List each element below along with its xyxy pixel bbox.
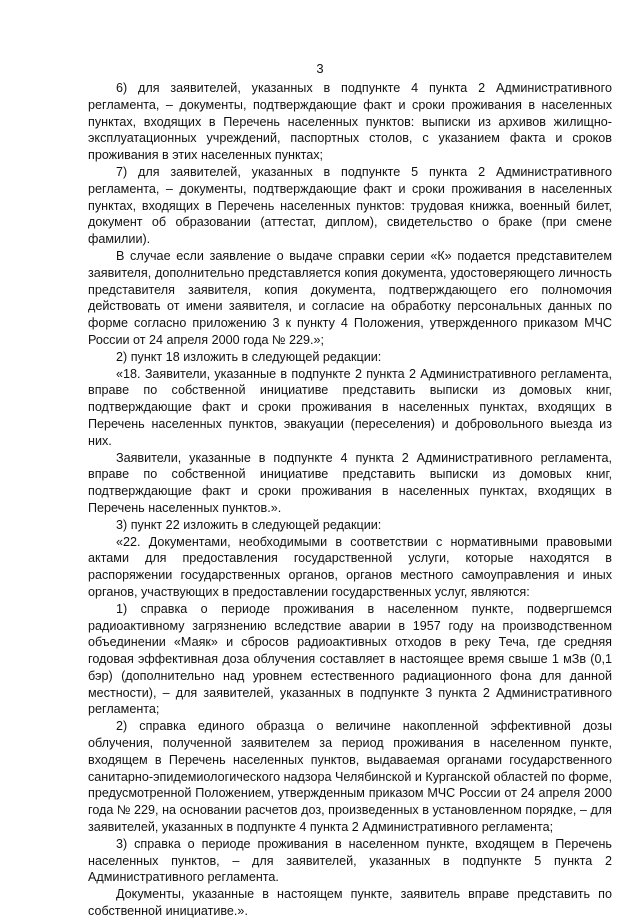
page-number: 3 [316, 61, 324, 76]
paragraph-item-6: 6) для заявителей, указанных в подпункте 4 пункта 2 Административного регламента, – документы, подтверждающие факт и сроки проживания в населенных пунктах, входящих в Перечень населенных пунктов: выписки из архивов жилищно-эксплуатационных учреждений, паспортных столов, с указанием факта и сроков проживания в этих населенных пунктах; [88, 81, 612, 163]
paragraph-representative: В случае если заявление о выдаче справки серии «К» подается представителем заявителя, дополнительно представляется копия документа, удостоверяющего личность представителя заявителя, копия документа, подтверждающего его полномочия действовать от имени заявителя, и согласие на обработку персональных данных по форме согласно приложению 3 к пункту 4 Положения, утвержденного приказом МЧС России от 24 апреля 2000 года № 229.»; [88, 248, 612, 347]
document-body [88, 80, 612, 920]
paragraph-clause-22-item-1: 1) справка о периоде проживания в населенном пункте, подвергшемся радиоактивному загрязнению вследствие аварии в 1957 году на производственном объединении «Маяк» и сбросов радиоактивных отходов в реку Теча, где средняя годовая эффективная доза облучения составляет в настоящее время свыше 1 мЗв (0,1 бэр) (дополнительно над уровнем естественного радиационного фона для данной местности), – для заявителей, указанных в подпункте 3 пункта 2 Административного регламента; [88, 601, 612, 717]
paragraph-item-7: 7) для заявителей, указанных в подпункте 5 пункта 2 Административного регламента, – документы, подтверждающие факт и сроки проживания в населенных пунктах, входящих в Перечень населенных пунктов: трудовая книжка, военный билет, документ об образовании (аттестат, диплом), свидетельство о браке (при смене фамилии). [88, 164, 612, 247]
paragraph-amendment-3: 3) пункт 22 изложить в следующей редакции: [116, 517, 382, 532]
paragraph-clause-22-closing: Документы, указанные в настоящем пункте, заявитель вправе представить по собственной инициативе.». [88, 887, 612, 919]
paragraph-clause-22: «22. Документами, необходимыми в соответствии с нормативными правовыми актами для предоставления государственной услуги, которые находятся в распоряжении государственных органов, органов местного самоуправления и иных органов, участвующих в предоставлении государственных услуг, являются: [88, 534, 612, 599]
paragraph-clause-22-item-2: 2) справка единого образца о величине накопленной эффективной дозы облучения, полученной заявителем за период проживания в населенном пункте, входящем в Перечень населенных пунктов, выдаваемая органами государственного санитарно-эпидемиологического надзора Челябинской и Курганской областей по форме, предусмотренной Положением, утвержденным приказом МЧС России от 24 апреля 2000 года № 229, на основании расчетов доз, произведенных в установленном порядке, – для заявителей, указанных в подпункте 4 пункта 2 Административного регламента; [88, 719, 612, 835]
paragraph-clause-18-part-2: Заявители, указанные в подпункте 4 пункта 2 Административного регламента, вправе по собственной инициативе представить выписки из домовых книг, подтверждающие факт и сроки проживания в населенных пунктах, входящих в Перечень населенных пунктов.». [88, 450, 612, 515]
paragraph-clause-22-item-3: 3) справка о периоде проживания в населенном пункте, входящем в Перечень населенных пунктов, – для заявителей, указанных в подпункте 5 пункта 2 Административного регламента. [88, 836, 612, 885]
paragraph-amendment-2: 2) пункт 18 изложить в следующей редакции: [116, 349, 382, 364]
paragraph-clause-18: «18. Заявители, указанные в подпункте 2 пункта 2 Административного регламента, вправе по собственной инициативе представить выписки из домовых книг, подтверждающие факт и сроки проживания в населенных пунктах, входящих в Перечень населенных пунктов, эвакуации (переселения) и добровольного выезда из них. [88, 366, 612, 448]
